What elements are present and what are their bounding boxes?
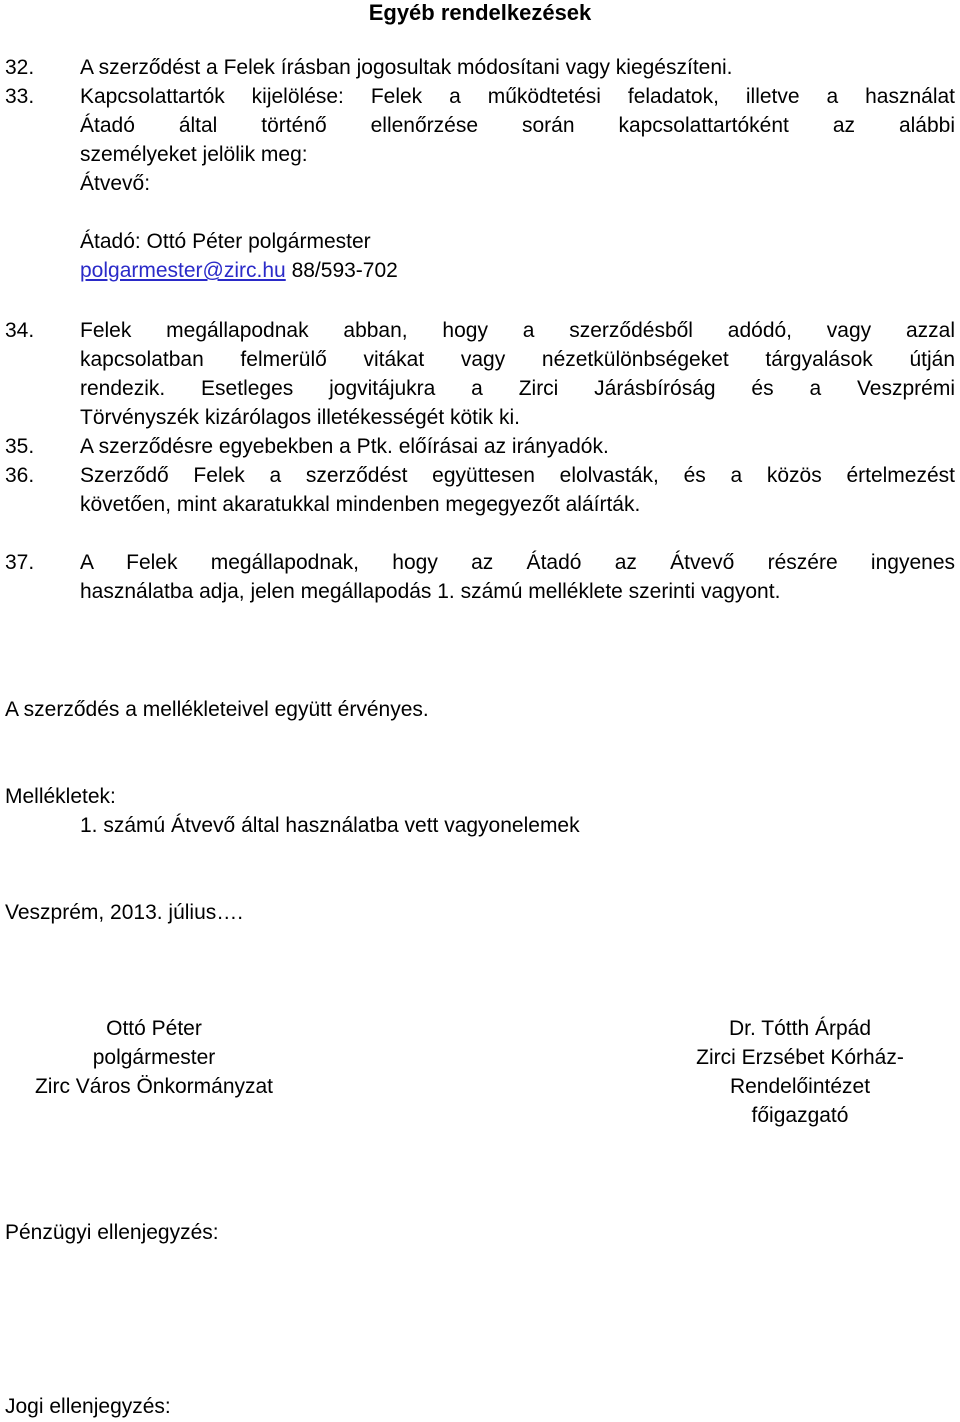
- item-33-line-1: Kapcsolattartók kijelölése: Felek a működtetési feladatok, illetve a használat: [80, 85, 955, 108]
- item-34-line-2: kapcsolatban felmerülő vitákat vagy nézetkülönbségeket tárgyalások útján: [80, 348, 955, 371]
- signature-block-left: [0, 1014, 308, 1101]
- item-36-line-2: követően, mint akaratukkal mindenben megegyezőt aláírták.: [80, 493, 641, 516]
- validity-statement: A szerződés a mellékleteivel együtt érvényes.: [5, 698, 429, 721]
- item-33-line-3: személyeket jelölik meg:: [80, 143, 308, 166]
- email-link[interactable]: polgarmester@zirc.hu: [80, 259, 286, 282]
- item-35-line: A szerződésre egyebekben a Ptk. előírásai az irányadók.: [80, 435, 609, 458]
- item-34-line-3: rendezik. Esetleges jogvitájukra a Zirci Járásbíróság és a Veszprémi: [80, 377, 955, 400]
- phone-number: 88/593-702: [285, 259, 398, 282]
- item-number-34: 34.: [5, 319, 35, 342]
- spacer: [80, 198, 955, 227]
- item-34-line-4: Törvényszék kizárólagos illetékességét kötik ki.: [80, 406, 521, 429]
- item-text-37: [80, 548, 955, 606]
- item-34-line-1: Felek megállapodnak abban, hogy a szerződésből adódó, vagy azzal: [80, 319, 955, 342]
- item-number-33: 33.: [5, 85, 35, 108]
- signature-block-right: [652, 1014, 948, 1130]
- item-text-36: [80, 461, 955, 519]
- item-text-35: [80, 432, 955, 461]
- item-33-line-2: Átadó által történő ellenőrzése során kapcsolattartóként az alábbi: [80, 114, 955, 137]
- signatory-title-right: főigazgató: [751, 1104, 849, 1127]
- item-text-32: [80, 53, 955, 82]
- legal-countersign-label: Jogi ellenjegyzés:: [5, 1395, 171, 1418]
- signatory-org-right-2: Rendelőintézet: [729, 1075, 871, 1098]
- signatory-title-left: polgármester: [92, 1046, 216, 1069]
- financial-countersign-label: Pénzügyi ellenjegyzés:: [5, 1221, 219, 1244]
- atvevo-contact-label: Átvevő:: [80, 172, 151, 195]
- item-number-36: 36.: [5, 464, 35, 487]
- signatory-name-left: Ottó Péter: [106, 1017, 202, 1040]
- signatory-org-left: Zirc Város Önkormányzat: [34, 1075, 274, 1098]
- attachments-label: Mellékletek:: [5, 785, 116, 808]
- item-37-line-1: A Felek megállapodnak, hogy az Átadó az Átvevő részére ingyenes: [80, 551, 955, 574]
- atado-contact-details: [80, 256, 955, 285]
- place-date: Veszprém, 2013. július….: [5, 901, 244, 924]
- signatory-org-right-1: Zirci Erzsébet Kórház-: [696, 1046, 904, 1069]
- atado-contact: Átadó: Ottó Péter polgármester: [80, 230, 371, 253]
- item-32-line: A szerződést a Felek írásban jogosultak módosítani vagy kiegészíteni.: [80, 56, 733, 79]
- item-text-33: [80, 82, 955, 285]
- item-number-35: 35.: [5, 435, 35, 458]
- item-number-32: 32.: [5, 56, 35, 79]
- item-text-34: [80, 316, 955, 432]
- item-37-line-2: használatba adja, jelen megállapodás 1. számú melléklete szerinti vagyont.: [80, 580, 781, 603]
- attachment-item-1: 1. számú Átvevő által használatba vett vagyonelemek: [80, 814, 580, 837]
- signatory-name-right: Dr. Tótth Árpád: [728, 1017, 872, 1040]
- item-36-line-1: Szerződő Felek a szerződést együttesen elolvasták, és a közös értelmezést: [80, 464, 955, 487]
- item-number-37: 37.: [5, 551, 35, 574]
- section-heading: Egyéb rendelkezések: [368, 0, 592, 25]
